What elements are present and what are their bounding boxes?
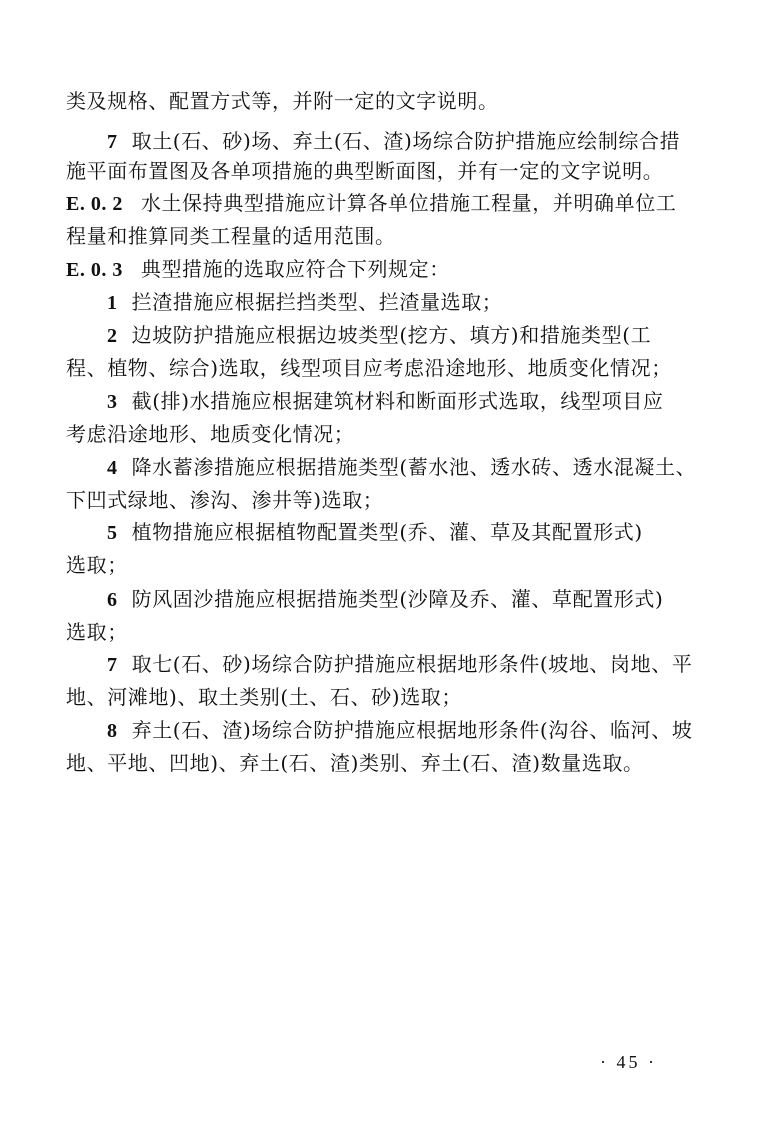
item-text: 取七(石、砂)场综合防护措施应根据地形条件(坡地、岗地、平 <box>131 652 693 676</box>
list-item-2-first-line <box>107 323 686 348</box>
list-item-1 <box>107 290 686 315</box>
text-line: 选取； <box>66 553 128 577</box>
clause-number: E. 0. 3 <box>66 259 123 281</box>
item-number: 6 <box>107 589 118 611</box>
item-number: 4 <box>107 457 118 479</box>
item-number: 1 <box>107 292 118 314</box>
text-line: 程量和推算同类工程量的适用范围。 <box>66 224 396 248</box>
text-line: 类及规格、配置方式等，并附一定的文字说明。 <box>66 89 499 113</box>
item-text: 截(排)水措施应根据建筑材料和断面形式选取，线型项目应 <box>131 389 664 413</box>
list-item-7b-first-line <box>107 652 693 677</box>
item-number: 7 <box>107 654 118 676</box>
clause-e03-line <box>66 257 686 282</box>
item-number: 2 <box>107 325 118 347</box>
list-item-8-first-line <box>107 718 693 743</box>
item-text: 降水蓄渗措施应根据措施类型(蓄水池、透水砖、透水混凝土、 <box>131 455 697 479</box>
clause-text: 水土保持典型措施应计算各单位措施工程量，并明确单位工 <box>140 191 677 215</box>
clause-text: 典型措施的选取应符合下列规定： <box>140 257 450 281</box>
item-text: 取土(石、砂)场、弃土(石、渣)场综合防护措施应绘制综合措 <box>131 129 681 153</box>
text-line: 程、植物、综合)选取，线型项目应考虑沿途地形、地质变化情况； <box>66 356 672 380</box>
item-text: 拦渣措施应根据拦挡类型、拦渣量选取； <box>131 290 503 314</box>
item-text: 弃土(石、渣)场综合防护措施应根据地形条件(沟谷、临河、坡 <box>131 718 693 742</box>
text-line: 地、平地、凹地)、弃土(石、渣)类别、弃土(石、渣)数量选取。 <box>66 751 644 775</box>
clause-number: E. 0. 2 <box>66 193 123 215</box>
text-line: 考虑沿途地形、地质变化情况； <box>66 422 355 446</box>
page-number: · 45 · <box>600 1052 657 1072</box>
item-text: 防风固沙措施应根据措施类型(沙障及乔、灌、草配置形式) <box>131 587 664 611</box>
text-line: 选取； <box>66 620 128 644</box>
item-number: 7 <box>107 131 118 153</box>
list-item-5-first-line <box>107 520 686 545</box>
clause-e02-first-line <box>66 191 686 216</box>
text-line: 施平面布置图及各单项措施的典型断面图，并有一定的文字说明。 <box>66 159 664 183</box>
item-text: 植物措施应根据植物配置类型(乔、灌、草及其配置形式) <box>131 520 643 544</box>
list-item-6-first-line <box>107 587 686 612</box>
list-item-7-first-line <box>107 129 686 154</box>
item-number: 3 <box>107 391 118 413</box>
item-number: 8 <box>107 720 118 742</box>
item-number: 5 <box>107 522 118 544</box>
item-text: 边坡防护措施应根据边坡类型(挖方、填方)和措施类型(工 <box>131 323 652 347</box>
text-line: 下凹式绿地、渗沟、渗井等)选取； <box>66 488 384 512</box>
text-line: 地、河滩地)、取土类别(土、石、砂)选取； <box>66 685 463 709</box>
list-item-3-first-line <box>107 389 686 414</box>
list-item-4-first-line <box>107 455 697 480</box>
